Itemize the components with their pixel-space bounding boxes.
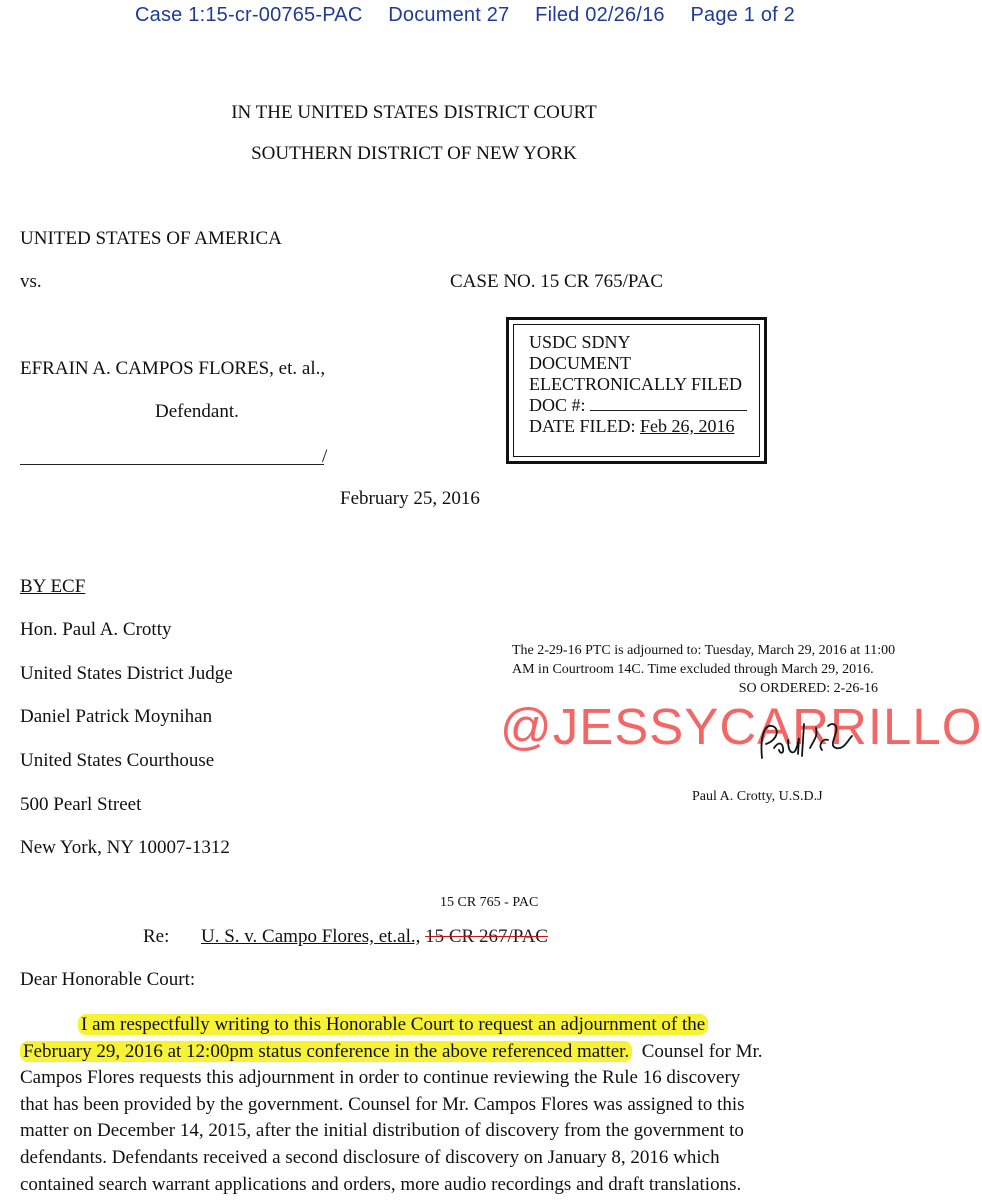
stamp-line-electronically-filed: ELECTRONICALLY FILED — [529, 374, 743, 394]
signer-name: Paul A. Crotty, U.S.D.J — [692, 789, 823, 804]
re-case-title: U. S. v. Campo Flores, et.al., — [201, 926, 421, 947]
plaintiff-name: UNITED STATES OF AMERICA — [20, 228, 282, 249]
filing-stamp — [506, 317, 767, 464]
delivery-method: BY ECF — [20, 576, 86, 597]
address-line: Hon. Paul A. Crotty — [20, 619, 172, 640]
re-label: Re: — [143, 926, 170, 947]
stamp-doc-number-row — [529, 395, 747, 416]
case-number: CASE NO. 15 CR 765/PAC — [450, 271, 664, 292]
address-line: New York, NY 10007-1312 — [20, 837, 230, 858]
court-name-line2: SOUTHERN DISTRICT OF NEW YORK — [251, 143, 577, 164]
address-line: 500 Pearl Street — [20, 794, 142, 815]
judge-signature — [752, 718, 862, 764]
struck-case-number: 15 CR 267/PAC — [425, 926, 548, 947]
body-paragraph — [20, 1012, 810, 1198]
handwritten-case-number: 15 CR 765 - PAC — [440, 895, 539, 910]
re-case-line — [201, 926, 548, 948]
address-line: United States Courthouse — [20, 750, 215, 771]
header-filed-date: Filed 02/26/16 — [535, 4, 665, 26]
letter-date: February 25, 2016 — [340, 488, 480, 509]
so-ordered-line: SO ORDERED: 2-26-16 — [738, 681, 878, 696]
body-line — [20, 1012, 810, 1039]
body-line: defendants. Defendants received a second disclosure of discovery on January 8, 2016 which — [20, 1146, 720, 1168]
stamp-doc-blank — [590, 395, 747, 411]
stamp-date-label: DATE FILED: — [529, 416, 636, 436]
defendant-name: EFRAIN A. CAMPOS FLORES, et. al., — [20, 358, 326, 379]
versus-label: vs. — [20, 271, 42, 292]
court-name-line1: IN THE UNITED STATES DISTRICT COURT — [231, 102, 597, 123]
salutation: Dear Honorable Court: — [20, 969, 196, 990]
header-document-number: Document 27 — [388, 4, 510, 26]
caption-slash: / — [322, 446, 328, 467]
caption-rule-line — [20, 446, 324, 465]
body-text: Counsel for Mr. — [632, 1040, 763, 1062]
stamp-line-document: DOCUMENT — [529, 353, 631, 373]
body-line: Campos Flores requests this adjournment in order to continue reviewing the Rule 16 discovery — [20, 1067, 741, 1089]
defendant-label: Defendant. — [155, 401, 239, 422]
header-page-count: Page 1 of 2 — [690, 4, 795, 26]
order-text-line1: The 2-29-16 PTC is adjourned to: Tuesday, March 29, 2016 at 11:00 — [512, 643, 896, 658]
stamp-date-row — [529, 416, 747, 437]
stamp-line-usdc: USDC SDNY — [529, 332, 631, 352]
watermark-handle: @JESSYCARRILLO — [500, 698, 982, 755]
order-text-line2: AM in Courtroom 14C. Time excluded through March 29, 2016. — [512, 662, 874, 677]
stamp-date-value: Feb 26, 2016 — [640, 416, 735, 436]
header-case-number: Case 1:15-cr-00765-PAC — [135, 4, 363, 26]
endorsed-order — [512, 641, 896, 698]
body-line: contained search warrant applications and orders, more audio recordings and draft translations. — [20, 1173, 742, 1195]
body-line — [20, 1039, 810, 1066]
ecf-header — [0, 4, 930, 27]
address-line: Daniel Patrick Moynihan — [20, 706, 213, 727]
body-line: matter on December 14, 2015, after the initial distribution of discovery from the government to — [20, 1120, 744, 1142]
address-line: United States District Judge — [20, 663, 233, 684]
highlighted-request: I am respectfully writing to this Honorable Court to request an adjournment of the — [78, 1014, 708, 1035]
stamp-doc-label: DOC #: — [529, 395, 586, 415]
highlighted-request-date: February 29, 2016 at 12:00pm status conference in the above referenced matter. — [20, 1041, 632, 1062]
body-line: that has been provided by the government. Counsel for Mr. Campos Flores was assigned to this — [20, 1093, 745, 1115]
